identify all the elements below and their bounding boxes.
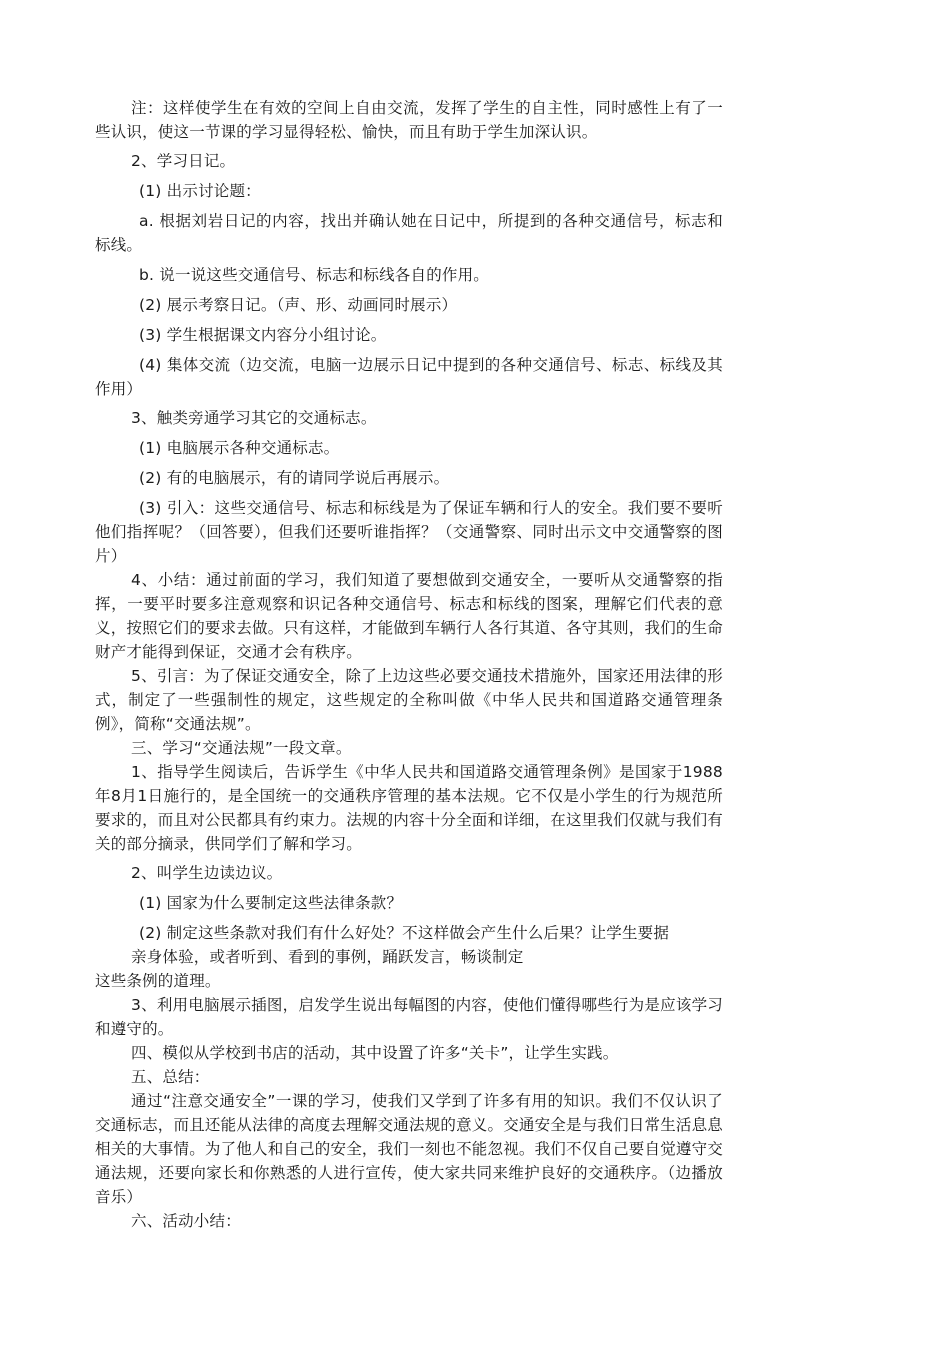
- list-item: (1) 电脑展示各种交通标志。: [139, 439, 340, 457]
- list-item: (4) 集体交流（边交流，电脑一边展示日记中提到的各种交通信号、标志、标线及其作用）: [95, 356, 723, 398]
- conclusion-paragraph: 通过“注意交通安全”一课的学习，使我们又学到了许多有用的知识。我们不仅认识了交通标志，而且还能从法律的高度去理解交通法规的意义。交通安全是与我们日常生活息息相关的大事情。为了他人和自己的安全，我们一刻也不能忽视。我们不仅自己要自觉遵守交通法规，还要向家长和你熟悉的人进行宣传，使大家共同来维护良好的交通秩序。（边播放音乐）: [95, 1092, 724, 1206]
- summary-paragraph: 4、小结：通过前面的学习，我们知道了要想做到交通安全，一要听从交通警察的指挥，一要平时要多注意观察和识记各种交通信号、标志和标线的图案，理解它们代表的意义，按照它们的要求去做。只有这样，才能做到车辆行人各行其道、各守其则，我们的生命财产才能得到保证，交通才会有秩序。: [95, 571, 724, 661]
- list-item: (1) 出示讨论题：: [139, 182, 261, 200]
- section-heading: 五、总结：: [131, 1068, 210, 1086]
- list-item-continuation: 这些条例的道理。: [95, 972, 221, 990]
- section-heading: 2、叫学生边读边议。: [131, 864, 283, 882]
- section-heading: 3、触类旁通学习其它的交通标志。: [131, 409, 377, 427]
- section-heading: 三、学习“交通法规”一段文章。: [131, 739, 352, 757]
- list-item: (1) 国家为什么要制定这些法律条款？: [139, 894, 403, 912]
- section-heading: 2、学习日记。: [131, 152, 236, 170]
- list-item-continuation: 亲身体验，或者听到、看到的事例，踊跃发言，畅谈制定: [131, 948, 524, 966]
- section-heading: 六、活动小结：: [131, 1212, 241, 1230]
- list-item: (2) 展示考察日记。（声、形、动画同时展示）: [139, 296, 458, 314]
- body-paragraph: 3、利用电脑展示插图，启发学生说出每幅图的内容，使他们懂得哪些行为是应该学习和遵守的。: [95, 996, 723, 1038]
- list-item: b. 说一说这些交通信号、标志和标线各自的作用。: [139, 266, 489, 284]
- list-item: (3) 引入：这些交通信号、标志和标线是为了保证车辆和行人的安全。我们要不要听他们指挥呢？（回答要），但我们还要听谁指挥？（交通警察、同时出示文中交通警察的图片）: [95, 499, 723, 565]
- section-heading: 四、模似从学校到书店的活动，其中设置了许多“关卡”，让学生实践。: [131, 1044, 619, 1062]
- intro-paragraph: 5、引言：为了保证交通安全，除了上边这些必要交通技术措施外，国家还用法律的形式，制定了一些强制性的规定，这些规定的全称叫做《中华人民共和国道路交通管理条例》，简称“交通法规”。: [95, 667, 723, 733]
- list-item: (2) 制定这些条款对我们有什么好处？不这样做会产生什么后果？让学生要据: [139, 924, 670, 942]
- note-paragraph: 注：这样使学生在有效的空间上自由交流，发挥了学生的自主性，同时感性上有了一些认识，使这一节课的学习显得轻松、愉快，而且有助于学生加深认识。: [95, 99, 723, 141]
- list-item: a. 根据刘岩日记的内容，找出并确认她在日记中，所提到的各种交通信号，标志和标线。: [95, 212, 723, 254]
- body-paragraph: 1、指导学生阅读后，告诉学生《中华人民共和国道路交通管理条例》是国家于1988年8月1日施行的，是全国统一的交通秩序管理的基本法规。它不仅是小学生的行为规范所要求的，而且对公民都具有约束力。法规的内容十分全面和详细，在这里我们仅就与我们有关的部分摘录，供同学们了解和学习。: [95, 763, 724, 853]
- list-item: (3) 学生根据课文内容分小组讨论。: [139, 326, 387, 344]
- document-body: [95, 96, 723, 1233]
- list-item: (2) 有的电脑展示，有的请同学说后再展示。: [139, 469, 450, 487]
